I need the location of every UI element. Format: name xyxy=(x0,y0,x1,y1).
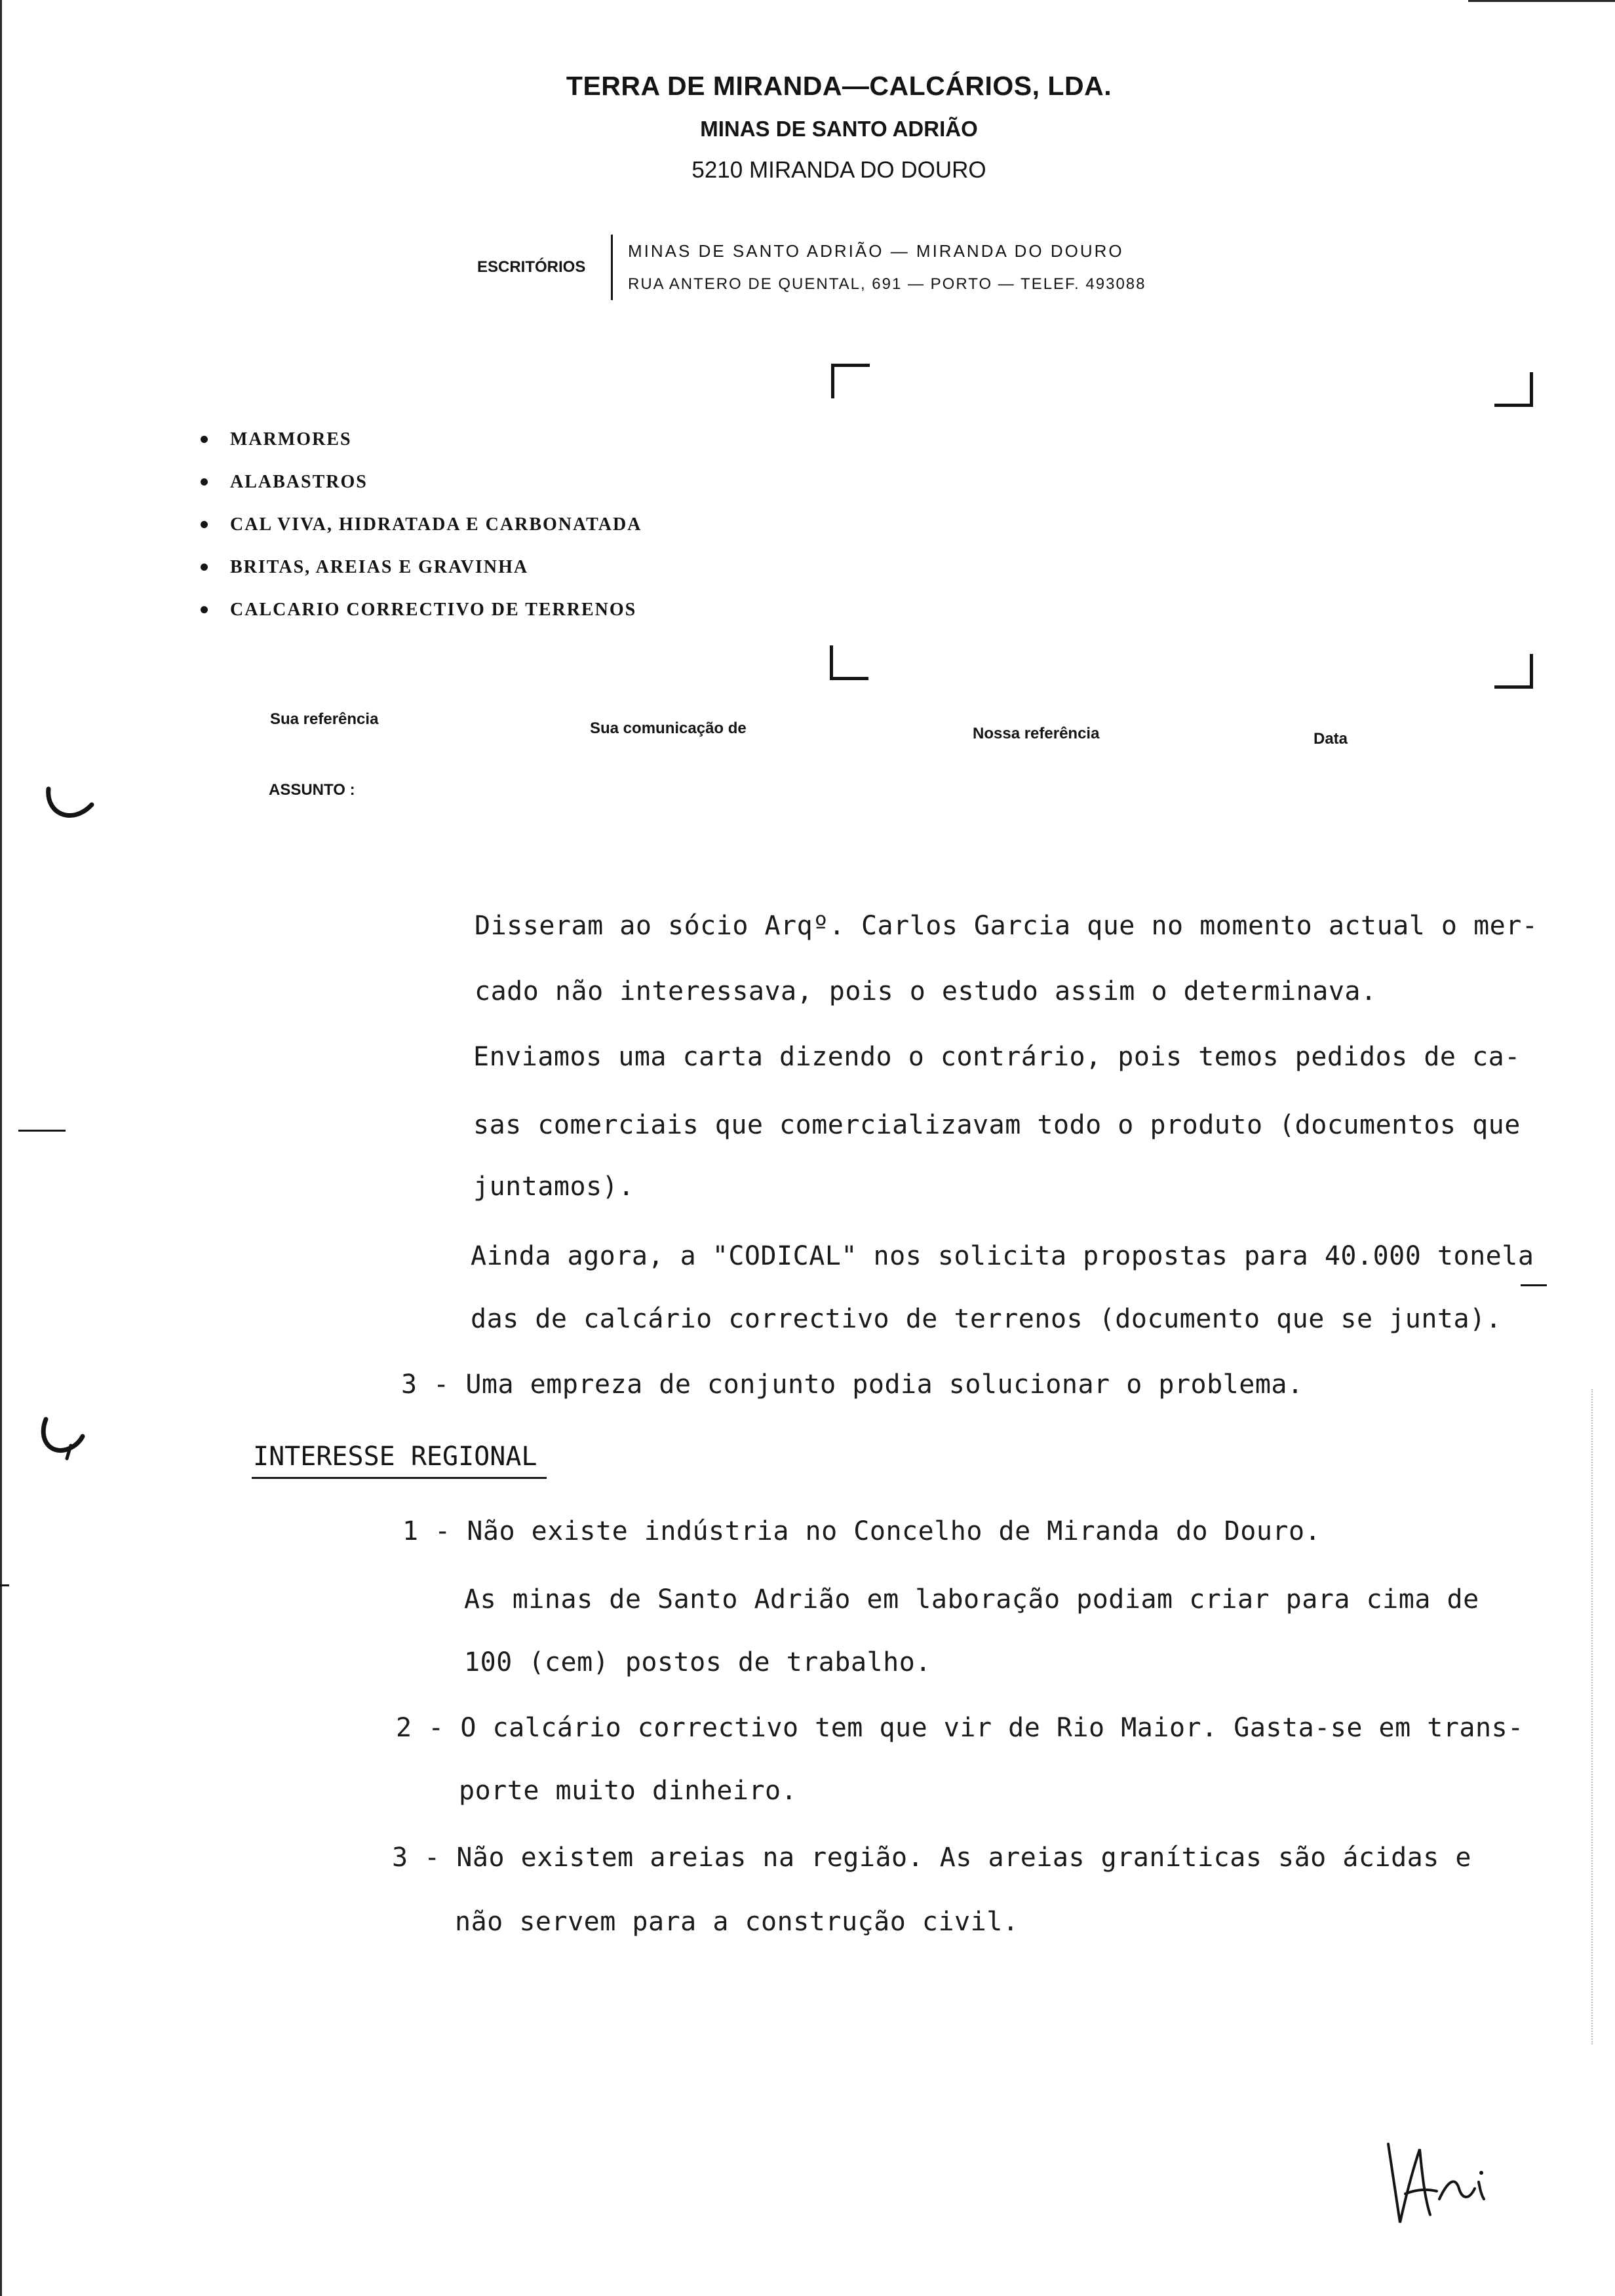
section-line: não servem para a construção civil. xyxy=(455,1907,1019,1937)
mines-name: MINAS DE SANTO ADRIÃO xyxy=(700,117,978,141)
body-line: cado não interessava, pois o estudo assim o determinava. xyxy=(475,976,1377,1006)
subject-label: ASSUNTO : xyxy=(269,781,355,799)
company-name: TERRA DE MIRANDA—CALCÁRIOS, LDA. xyxy=(566,71,1112,101)
our-reference-label: Nossa referência xyxy=(973,725,1100,742)
date-label: Data xyxy=(1313,730,1348,748)
product-item: ALABASTROS xyxy=(201,461,642,503)
page-top-edge xyxy=(1468,0,1615,2)
bullet-icon xyxy=(201,521,208,528)
margin-dots xyxy=(1591,1389,1594,2044)
product-item: CAL VIVA, HIDRATADA E CARBONATADA xyxy=(201,503,642,546)
signature-icon xyxy=(1376,2136,1494,2228)
section-line: 1 - Não existe indústria no Concelho de Miranda do Douro. xyxy=(402,1516,1321,1546)
bullet-icon xyxy=(201,436,208,443)
offices-divider xyxy=(611,235,613,300)
offices-label: ESCRITÓRIOS xyxy=(477,258,586,276)
address-window-corner-top-right xyxy=(1494,372,1533,407)
office-address-2: RUA ANTERO DE QUENTAL, 691 — PORTO — TELEF. 493088 xyxy=(628,275,1146,293)
your-reference-label: Sua referência xyxy=(270,710,379,728)
body-line: das de calcário correctivo de terrenos (documento que se junta). xyxy=(471,1304,1502,1334)
body-line: Disseram ao sócio Arqº. Carlos Garcia que no momento actual o mer- xyxy=(475,911,1538,941)
bullet-icon xyxy=(201,606,208,613)
body-line: sas comerciais que comercializavam todo o produto (documentos que xyxy=(473,1110,1521,1140)
products-list xyxy=(201,418,642,631)
section-title: INTERESSE REGIONAL xyxy=(253,1442,537,1472)
section-line: porte muito dinheiro. xyxy=(459,1776,798,1806)
bullet-icon xyxy=(201,564,208,571)
section-line: 3 - Não existem areias na região. As areias graníticas são ácidas e xyxy=(392,1843,1471,1873)
bullet-icon xyxy=(201,478,208,486)
address-window-corner-bottom-right xyxy=(1494,654,1533,689)
section-title-underline xyxy=(252,1477,547,1479)
margin-dash xyxy=(0,1584,9,1586)
address-window-corner-top-left xyxy=(831,364,870,398)
section-line: 100 (cem) postos de trabalho. xyxy=(464,1647,931,1677)
section-line: 2 - O calcário correctivo tem que vir de Rio Maior. Gasta-se em trans- xyxy=(396,1713,1524,1743)
body-line: 3 - Uma empreza de conjunto podia solucionar o problema. xyxy=(401,1369,1304,1400)
product-item: MARMORES xyxy=(201,418,642,461)
text-underline xyxy=(1521,1284,1547,1286)
section-line: As minas de Santo Adrião em laboração podiam criar para cima de xyxy=(464,1584,1479,1615)
office-address-1: MINAS DE SANTO ADRIÃO — MIRANDA DO DOURO xyxy=(628,241,1124,261)
page-left-edge xyxy=(0,0,2,2296)
product-item: CALCARIO CORRECTIVO DE TERRENOS xyxy=(201,588,642,631)
your-communication-label: Sua comunicação de xyxy=(590,719,747,737)
body-line: Enviamos uma carta dizendo o contrário, pois temos pedidos de ca- xyxy=(473,1042,1521,1072)
company-city: 5210 MIRANDA DO DOURO xyxy=(691,157,986,183)
body-line: Ainda agora, a "CODICAL" nos solicita propostas para 40.000 tonela xyxy=(471,1241,1534,1271)
body-line: juntamos). xyxy=(473,1172,634,1202)
address-window-corner-bottom-left xyxy=(830,645,868,680)
punch-mark-icon xyxy=(43,784,98,830)
punch-mark-icon xyxy=(37,1413,92,1465)
fold-mark xyxy=(18,1130,66,1132)
product-item: BRITAS, AREIAS E GRAVINHA xyxy=(201,546,642,588)
